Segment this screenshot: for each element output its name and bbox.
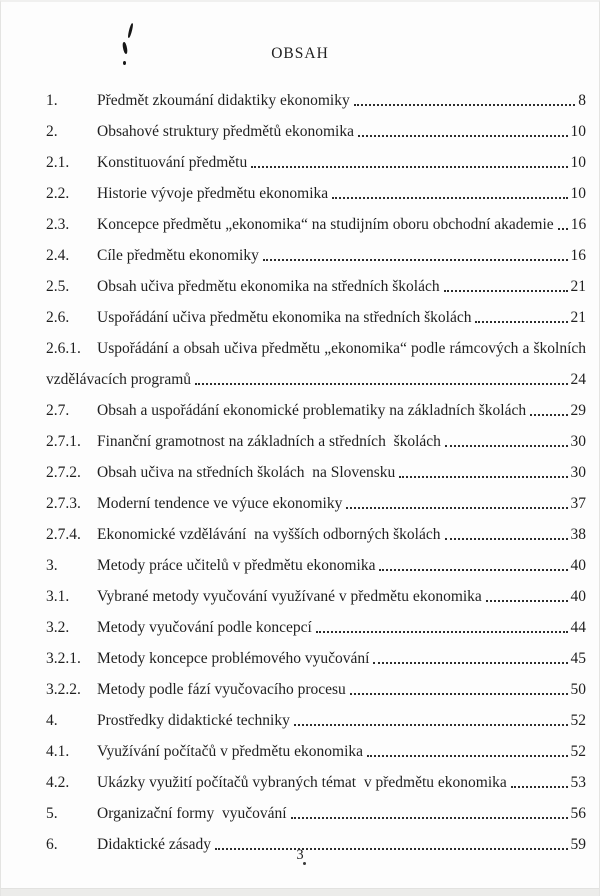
toc-entry-number: 2.6. — [46, 309, 70, 326]
dot-leader — [263, 259, 568, 261]
toc-entry-page: 40 — [570, 588, 586, 605]
toc-entry — [46, 668, 586, 699]
toc-entry-title: Prostředky didaktické techniky — [97, 712, 290, 729]
toc-entry-title: Organizační formy vyučování — [97, 805, 287, 822]
toc-entry-number: 3.2.2. — [46, 681, 81, 698]
toc-entry-page: 8 — [578, 92, 586, 109]
toc-entry-page: 38 — [570, 526, 586, 543]
toc-entry-number: 4.1. — [46, 743, 70, 760]
dot-leader — [316, 631, 568, 633]
dot-leader — [350, 693, 568, 695]
dot-leader — [332, 197, 567, 199]
toc-entry-number: 2.4. — [46, 247, 70, 264]
toc-entry — [46, 420, 586, 451]
toc-entry — [46, 730, 586, 761]
toc-entry-title: Historie vývoje předmětu ekonomika — [97, 185, 329, 202]
toc-entry-number: 5. — [46, 805, 58, 822]
toc-entry-page: 59 — [570, 836, 586, 853]
toc-entry-title: Uspořádání a obsah učiva předmětu „ekonomika“ podle rámcových a školních — [97, 340, 586, 357]
toc-entry-page: 52 — [570, 712, 586, 729]
toc-entry-number: 6. — [46, 836, 58, 853]
toc-entry-number: 3.2. — [46, 619, 70, 636]
toc-entry-number: 3. — [46, 557, 58, 574]
toc-entry-title: Metody vyučování podle koncepcí — [97, 619, 312, 636]
toc-entry — [46, 389, 586, 420]
toc-entry — [46, 141, 586, 172]
toc-entry-title: Ekonomické vzdělávání na vyšších odborných školách — [97, 526, 441, 543]
toc-entry — [46, 637, 586, 668]
toc-entry-title: Obsah a uspořádání ekonomické problematiky na základních školách — [97, 402, 527, 419]
toc-entry — [46, 451, 586, 482]
toc-entry — [46, 513, 586, 544]
toc-entry — [46, 234, 586, 265]
toc-entry-title: Metody práce učitelů v předmětu ekonomika — [97, 557, 376, 574]
toc-entry-title: Didaktické zásady — [97, 836, 212, 853]
toc-entry — [46, 265, 586, 296]
scan-edge-strip — [1, 888, 599, 896]
toc-entry — [46, 203, 586, 234]
toc-entry-page: 37 — [570, 495, 586, 512]
page-number: 3 — [296, 847, 304, 863]
toc-entry-title-continued: vzdělávacích programů — [46, 371, 192, 388]
toc-entry-title: Moderní tendence ve výuce ekonomiky — [97, 495, 343, 512]
toc-entry-page: 30 — [570, 433, 586, 450]
toc-entry-page: 21 — [570, 309, 586, 326]
toc-entry-title: Konstituování předmětu — [97, 154, 248, 171]
dot-leader — [346, 507, 567, 509]
toc-entry-number: 2.7.2. — [46, 464, 81, 481]
toc-entry — [46, 110, 586, 141]
toc-entry-page: 21 — [570, 278, 586, 295]
toc-entry-page: 16 — [570, 216, 587, 233]
toc-entry-title: Předmět zkoumání didaktiky ekonomiky — [97, 92, 350, 109]
toc-entry — [46, 575, 586, 606]
toc-entry-page: 29 — [570, 402, 586, 419]
page-title: OBSAH — [271, 45, 329, 62]
toc-entry-title: Obsahové struktury předmětů ekonomika — [97, 123, 354, 140]
toc-entry-number: 2.1. — [46, 154, 70, 171]
toc-entry-title: Ukázky využití počítačů vybraných témat v předmětu ekonomika — [97, 774, 507, 791]
toc-entry-number: 2.3. — [46, 216, 70, 233]
dot-leader — [379, 569, 567, 571]
toc-list — [1, 79, 599, 854]
dot-leader — [195, 383, 567, 385]
toc-entry-number: 2.5. — [46, 278, 70, 295]
dot-leader — [358, 135, 568, 137]
toc-entry-continued — [46, 358, 586, 389]
toc-entry-page: 56 — [570, 805, 586, 822]
toc-entry-page: 40 — [570, 557, 586, 574]
toc-entry-title: Uspořádání učiva předmětu ekonomika na středních školách — [97, 309, 472, 326]
toc-entry-number: 2.7.4. — [46, 526, 81, 543]
toc-entry — [46, 792, 586, 823]
toc-entry-title: Cíle předmětu ekonomiky — [97, 247, 259, 264]
dot-leader — [444, 290, 568, 292]
toc-entry-number: 4.2. — [46, 774, 70, 791]
toc-entry-page: 45 — [570, 650, 586, 667]
dot-leader — [486, 600, 568, 602]
toc-entry — [46, 606, 586, 637]
dot-leader — [291, 817, 568, 819]
toc-entry-page: 44 — [570, 619, 586, 636]
dot-leader — [373, 662, 567, 664]
dot-leader — [511, 786, 568, 788]
toc-entry-number: 2.6.1. — [46, 340, 81, 357]
dot-leader — [445, 538, 568, 540]
toc-entry-number: 2.7.1. — [46, 433, 81, 450]
toc-entry-title: Obsah učiva předmětu ekonomika na středních školách — [97, 278, 440, 295]
toc-entry-page: 52 — [570, 743, 586, 760]
dot-leader — [367, 755, 567, 757]
toc-entry — [46, 172, 586, 203]
toc-entry-page: 16 — [570, 247, 586, 264]
toc-entry — [46, 761, 586, 792]
dot-leader — [530, 414, 567, 416]
dot-leader — [294, 724, 568, 726]
dot-leader — [251, 166, 567, 168]
toc-entry-page: 10 — [570, 154, 586, 171]
toc-entry — [46, 544, 586, 575]
toc-entry-title: Obsah učiva na středních školách na Slovensku — [97, 464, 396, 481]
toc-entry-number: 2. — [46, 123, 58, 140]
toc-entry-page: 24 — [570, 371, 586, 388]
toc-entry-title: Metody podle fází vyučovacího procesu — [97, 681, 346, 698]
toc-entry — [46, 327, 586, 358]
toc-entry — [46, 79, 586, 110]
toc-entry — [46, 296, 586, 327]
toc-entry-title: Metody koncepce problémového vyučování — [97, 650, 370, 667]
toc-entry-page: 53 — [570, 774, 586, 791]
toc-entry-title: Vybrané metody vyučování využívané v předmětu ekonomika — [97, 588, 482, 605]
dot-leader — [399, 476, 567, 478]
toc-entry-page: 10 — [570, 123, 586, 140]
toc-entry-number: 4. — [46, 712, 58, 729]
toc-entry-number: 2.7. — [46, 402, 70, 419]
toc-entry-number: 2.2. — [46, 185, 70, 202]
dot-leader — [445, 445, 568, 447]
toc-entry-page: 10 — [570, 185, 586, 202]
toc-entry — [46, 699, 586, 730]
toc-entry-title: Finanční gramotnost na základních a středních školách — [97, 433, 441, 450]
handwritten-mark — [123, 61, 126, 65]
toc-entry-title: Koncepce předmětu „ekonomika“ na studijním oboru obchodní akademie — [97, 216, 554, 233]
toc-entry-page: 30 — [570, 464, 586, 481]
dot-leader — [475, 321, 567, 323]
toc-entry-number: 2.7.3. — [46, 495, 81, 512]
toc-entry-page: 50 — [570, 681, 586, 698]
toc-entry-number: 3.2.1. — [46, 650, 81, 667]
toc-entry — [46, 482, 586, 513]
dot-leader — [354, 104, 576, 106]
dot-leader — [558, 228, 568, 230]
toc-entry-number: 1. — [46, 92, 58, 109]
toc-entry-number: 3.1. — [46, 588, 70, 605]
toc-entry-title: Využívání počítačů v předmětu ekonomika — [97, 743, 364, 760]
